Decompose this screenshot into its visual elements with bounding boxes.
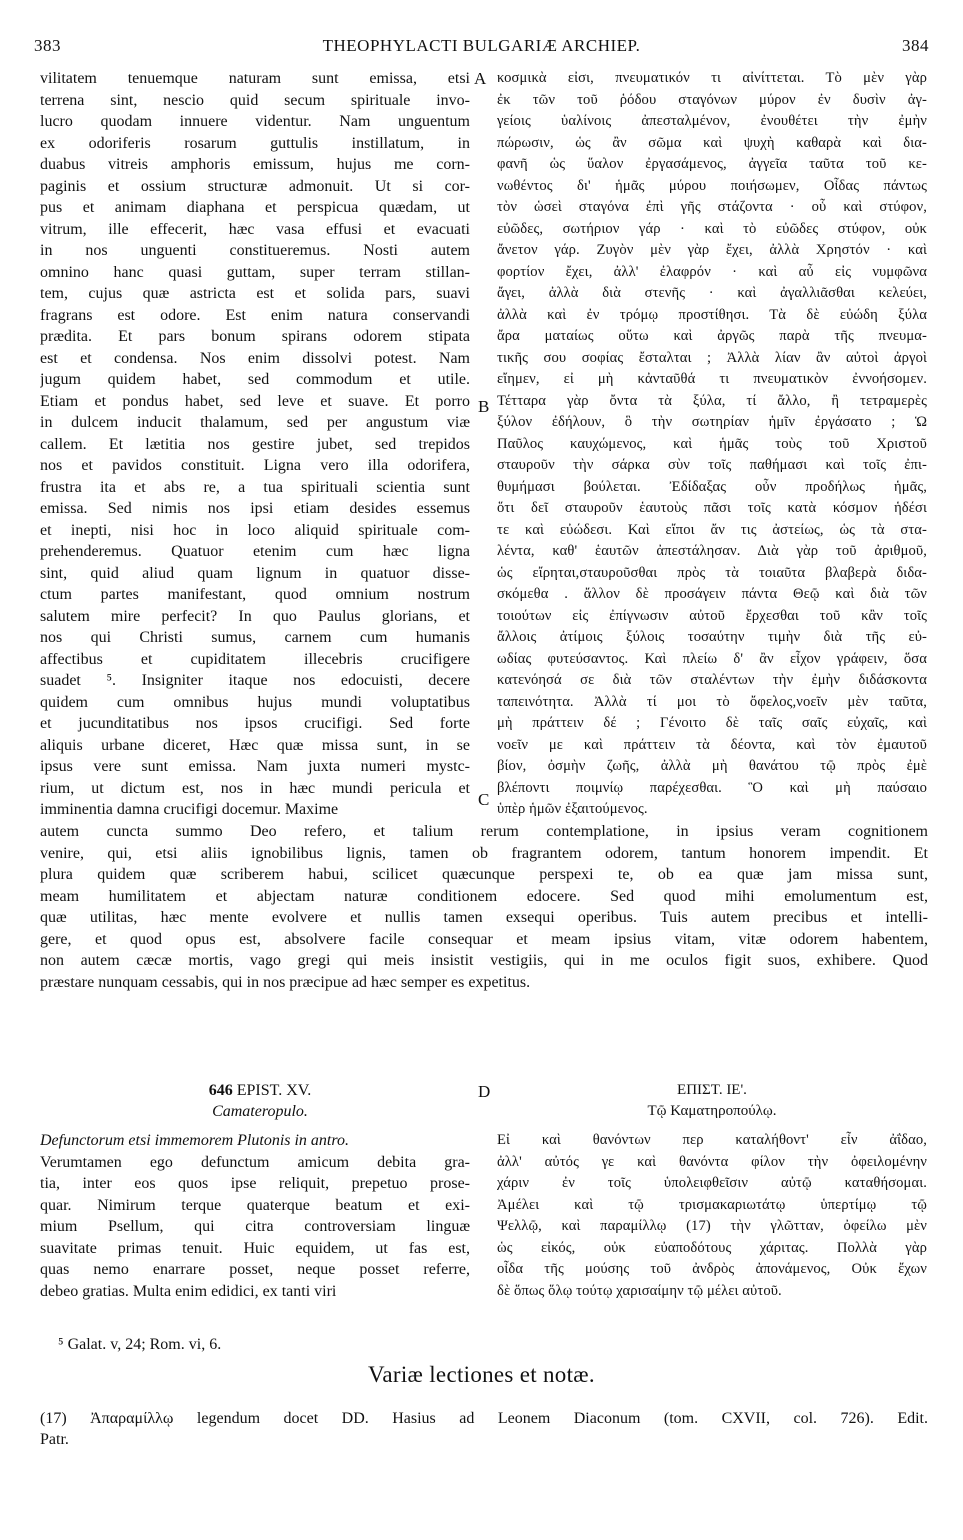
greek-text-line: ἄρα ματαίως οὕτω καὶ ἀργῶς παρὰ τῆς πνευμα- [497, 328, 927, 344]
greek-text-line: οἶδα τῆς μούσης τοῦ ἀνδρὸς ἀπονάμενος, Οὐκ ἔχων [497, 1261, 927, 1277]
latin-text-line: ex odoriferis rosarum guttulis instillatum, in [40, 134, 470, 152]
latin-text-line: duabus vitreis amphoris emissum, hujus me corn- [40, 156, 470, 173]
latin-text-line: meam humilitatem et abjectam naturæ conditionem edocere. Sed quod mihi emolumentum est, [40, 887, 928, 905]
latin-text-line: tem, cujus quæ astricta est et solida pars, suavi [40, 285, 470, 302]
epistle-heading-latin [160, 1080, 360, 1122]
latin-text-line: autem cuncta summo Deo refero, et talium rerum contemplatione, in ipsius veram cognitionem [40, 823, 928, 840]
greek-text-line: Ἀμέλει καὶ τῷ τρισμακαριωτάτῳ ὑπερτίμῳ τῷ [497, 1196, 927, 1213]
latin-text-line: salutem mire perfecit? In quo Paulus glorians, et [40, 607, 470, 625]
latin-text-line: sint, quid aliud quam lignum in quatuor disse- [40, 564, 470, 582]
greek-text-line: ἀλλ' αὐτός γε καὶ θανόντα φίλον τὴν ὀφειλομένην [497, 1153, 927, 1170]
latin-text-line: quæ utilitas, hæc mente evolvere et nullis tamen exsequi operibus. Tuis autem precibus et intelli- [40, 909, 928, 926]
latin-text-line: non autem cæcæ mortis, vago gregi qui meis insistit vestigiis, qui in me oculos figit suos, exhibere. Quod [40, 952, 928, 969]
latin-text-line: frustra ita et abs re, a tua spirituali scientia sunt [40, 478, 470, 496]
footnote: ⁵ Galat. v, 24; Rom. vi, 6. [58, 1336, 222, 1353]
latin-text-line: est et condensa. Nos enim dissolvi potest. Nam [40, 349, 470, 367]
greek-text-line: ἄγει, ἀλλὰ διὰ στενῆς · καὶ ἀγαλλιᾶσθαι κελεύει, [497, 285, 927, 301]
latin-text-line: plura quidem quæ scriberem habui, scilicet quæcunque perspexi te, ob ea quæ jam missa sunt, [40, 866, 928, 883]
epistle-title-greek: ΕΠΙΣΤ. ΙΕ'. [677, 1082, 747, 1098]
latin-text-line: fragrans est odore. Est enim natura conservandi [40, 306, 470, 324]
greek-text-line: χάριν ἐν τοῖς ὑπολειφθεῖσιν αὐτῷ καταθήσομαι. [497, 1175, 927, 1191]
latin-text-line: et inepti, nisi hoc in loco aliquid spirituale com- [40, 521, 470, 539]
greek-text-line: κατενόησά σε διὰ τῶν σταλέντων τὴν ἐμὴν διδάσκοντα [497, 672, 927, 688]
greek-text-line: Τέτταρα γὰρ ὄντα τὰ ξύλα, τί ἄλλο, ἢ τετραμερὲς [497, 392, 927, 409]
greek-text-line: Ψελλῷ, καὶ παραμίλλῳ (17) τὴν γλῶτταν, ὀφείλω μὲν [497, 1218, 927, 1234]
greek-text-line: νωθέντος δι' ἡμᾶς μύρου ποιήσωμεν, Οἶδας πάντως [497, 177, 927, 194]
latin-text-line: præstare nunquam cessabis, qui in nos præcipue ad hæc semper es expetitus. [40, 973, 531, 991]
greek-text-line: πώρωσιν, ὡς ἂν σῶμα καὶ ψυχὴ καθαρὰ καὶ δια- [497, 134, 927, 151]
greek-text-line: ξύλον ἐδήλουν, ὃ τὴν σωτηρίαν ἡμῖν ἐργάσατο ; Ὡ [497, 414, 927, 430]
greek-text-line: θυμήμασι βούλεται. Ἐδίδαξας οὖν προδήλως ἡμᾶς, [497, 478, 927, 495]
variae-lectiones-note [40, 1408, 928, 1450]
greek-text-line: νοεῖν με καὶ πράττειν τὰ δέοντα, καὶ τὸν ἐμαυτοῦ [497, 736, 927, 753]
latin-text-line: nos et pavidos constituit. Ligna vero illa odorifera, [40, 457, 470, 474]
latin-text-line: lucro quodam innuere videntur. Nam unguentum [40, 113, 470, 130]
greek-text-line: τοιούτων εἰς ἐπίγνωσιν αὐτοῦ ἔρχεσθαι τοῦ κἂν τοῖς [497, 607, 927, 624]
greek-text-line: φορτίον ἔχει, ἀλλ' ἐλαφρόν · καὶ αὖ εἰς νυμφῶνα [497, 263, 927, 280]
latin-text-line: debeo gratias. Multa enim edidici, ex tanti viri [40, 1282, 337, 1300]
latin-text-line: Etiam et pondus habet, sed leve et suave. Et porro [40, 392, 470, 410]
greek-text-line: τὸν ὡσεὶ σταγόνα ἐπὶ γῆς στάζοντα · οὗ καὶ στύφον, [497, 199, 927, 215]
greek-text-line: ὅτι δεῖ σταυροῦν ἑαυτοὺς πᾶσι τοῖς κατὰ κόσμον ἡδέσι [497, 500, 927, 516]
latin-text-line: vitrum, ille effecerit, hæc vasa effusi et evacuati [40, 220, 470, 238]
latin-text-line: quas nemo enarrare posset, neque posset referre, [40, 1261, 470, 1278]
greek-column-bottom [497, 1130, 927, 1302]
latin-text-line: emissa. Sed nimis nos ipsi etiam desides essemus [40, 500, 470, 517]
latin-text-line: suadet ⁵. Insigniter itaque nos edocuisti, decere [40, 672, 470, 689]
epistle-title-latin: EPIST. XV. [236, 1082, 312, 1099]
variae-lectiones-heading: Variæ lectiones et notæ. [368, 1362, 595, 1387]
latin-text-line: Defunctorum etsi immemorem Plutonis in antro. [40, 1132, 350, 1149]
greek-text-line: τικῆς σου σοφίας ἔσταλται ; Ἀλλὰ λίαν ἂν αὐτοὶ ἀργοὶ [497, 349, 927, 366]
page-number-left: 383 [34, 36, 61, 55]
latin-text-line: et jucunditatibus nos ipsos crucifigi. Sed forte [40, 715, 470, 732]
latin-text-line: quidem cum omnibus hujus mundi voluptatibus [40, 693, 470, 711]
running-title: THEOPHYLACTI BULGARIÆ ARCHIEP. [322, 36, 641, 55]
latin-text-line: terrena sint, nescio quid secum spirituale invo- [40, 91, 470, 109]
latin-text-line: ipsus vere sunt emissa. Nam juxta numeri mystc- [40, 758, 470, 775]
latin-text-line: pus et animam diaphana et perspicua quædam, ut [40, 199, 470, 216]
greek-text-line: σκόμεθα . ἄλλον δὲ προσάγειν πάντα Θεῷ καὶ διὰ τῶν [497, 586, 927, 602]
latin-text-line: in nos unguenti constitueremus. Nosti autem [40, 242, 470, 259]
epistle-recipient-greek: Τῷ Καματηροπούλῳ. [647, 1103, 777, 1119]
greek-text-line: βίον, ὀσμὴν ζωῆς, ἀλλὰ μὴ θανάτου τῷ πρὸς ἐμὲ [497, 758, 927, 774]
greek-text-line: μὴ πράττειν δέ ; Γένοιτο δὲ ταῖς σαῖς εὐχαῖς, καὶ [497, 715, 927, 731]
latin-text-line: venire, qui, etsi aliis ignobilibus lignis, tamen ob fragrantem odorem, tantum honorem impendit. Et [40, 844, 928, 862]
greek-text-line: ἄλλοις ἀτίμοις ξύλοις τοσαύτην τιμὴν διὰ τῆς εὐ- [497, 629, 927, 645]
page-number-right: 384 [902, 36, 929, 55]
greek-text-line: ωδίας φυτεύσαντος. Καὶ πλείω δ' ἂν εἶχον γράφειν, ὅσα [497, 650, 927, 667]
greek-text-line: ἄνετον γάρ. Ζυγὸν μὲν γὰρ ἔχει, ἀλλὰ Χρηστόν · καὶ [497, 242, 927, 258]
greek-text-line: φανῆ ὡς ὕαλον ἐργασάμενος, ἀγγεῖα ταῦτα τοῦ κε- [497, 156, 927, 172]
greek-text-line: ἐκ τῶν τοῦ ῥόδου σταγόνων μύρον ἐν δυσὶν ἀγ- [497, 91, 927, 108]
epistle-column-number: 646 [208, 1082, 233, 1099]
greek-text-line: δὲ ὅπως ὅλῳ τούτῳ χαρισαίμην τῷ μέλει αὐτοῦ. [497, 1282, 782, 1299]
latin-text-line: prehenderemus. Quatuor etenim cum hæc ligna [40, 543, 470, 560]
margin-marker-b: B [478, 397, 490, 416]
latin-text-line: imminentia damna crucifigi docemur. Maxime [40, 801, 339, 818]
latin-text-line: prædita. Et pars bonum spirans odorem stipata [40, 328, 470, 345]
margin-marker-d: D [478, 1082, 491, 1101]
latin-text-line: aliquis urbane diceret, Hæc quæ missa sunt, in se [40, 736, 470, 754]
greek-column-top [497, 68, 927, 821]
greek-text-line: Εἰ καὶ θανόντων περ καταλήθοντ' εἶν ἀΐδαο, [497, 1132, 927, 1148]
latin-text-line: tia, inter eos quos ipse reliquit, prepetuo prose- [40, 1175, 470, 1192]
margin-marker-a: A [474, 69, 487, 88]
latin-text-line: omnino hanc quasi guttam, super terram stillan- [40, 263, 470, 281]
latin-text-line: nos qui Christi sumus, carnem cum humanis [40, 629, 470, 646]
latin-text-line: quar. Nimirum terque quaterque beatum et exi- [40, 1196, 470, 1214]
greek-text-line: εἴημεν, εἰ μὴ κἀνταῦθά τι πνευματικὸν ἐννοήσομεν. [497, 371, 927, 387]
greek-text-line: εὐῶδες, σωτήριον γάρ · καὶ τὸ εὐῶδες στύφον, οὐκ [497, 220, 927, 237]
latin-text-line: gere, et quod opus est, absolvere facile consequar et meam ipsius vitam, vitæ odorem habentem, [40, 930, 928, 948]
latin-text-line: jugum quidem habet, sed commodum et utile. [40, 371, 470, 388]
latin-text-line: mium Psellum, qui citra controversiam linguæ [40, 1218, 470, 1235]
greek-text-line: γείοις ὑαλίνοις ἀπεσταλμένον, ἐνουθέτει τὴν ἐμὴν [497, 113, 927, 129]
greek-text-line: κοσμικὰ εἰσι, πνευματικόν τι αἰνίττεται. Τὸ μὲν γὰρ [497, 70, 927, 86]
latin-text-line: ctum partes manifestant, quod omnium nostrum [40, 586, 470, 603]
note-text-line: Patr. [40, 1431, 69, 1448]
greek-text-line: Παῦλος καυχώμενος, καὶ ἡμᾶς τοὺς τοῦ Χριστοῦ [497, 435, 927, 452]
latin-text-line: callem. Et lætitia nos gestire jubet, sed trepidos [40, 435, 470, 453]
running-header [34, 36, 929, 58]
latin-text-line: affectibus et cupiditatem illecebris crucifigere [40, 650, 470, 668]
greek-text-line: τε καὶ εὐώδεσι. Καὶ εἴποι ἄν τις ἀστείως, ὡς τὰ στα- [497, 521, 927, 538]
latin-text-line: rium, ut dictum est, nos in hæc mundi pericula et [40, 779, 470, 797]
latin-full-width-paragraph [40, 821, 928, 993]
note-text-line: (17) Ἀπαραμίλλῳ legendum docet DD. Hasius ad Leonem Diaconum (tom. CXVII, col. 726). Edit. [40, 1410, 928, 1427]
greek-text-line: ὑπὲρ ἡμῶν ἐξαιτούμενος. [497, 801, 648, 817]
greek-text-line: ὡς εἰκός, οὐκ εὐαποδότους χάριτας. Πολλὰ γὰρ [497, 1239, 927, 1256]
latin-text-line: in dulcem inducit thalamum, sed per angustum viæ [40, 414, 470, 431]
greek-text-line: σταυροῦν τὴν σάρκα σὺν τοῖς παθήμασι καὶ τοῖς ἐπι- [497, 457, 927, 473]
epistle-recipient-latin: Camateropulo. [212, 1103, 308, 1120]
latin-text-line: suavitate primas tenuit. Huic equidem, ut fas est, [40, 1239, 470, 1257]
greek-text-line: ταπεινότητα. Ἀλλὰ τί μοι τὸ ὄφελος,νοεῖν μὲν ταῦτα, [497, 693, 927, 710]
margin-marker-c: C [478, 790, 490, 809]
latin-text-line: vilitatem tenuemque naturam sunt emissa, etsi [40, 70, 470, 87]
latin-text-line: Verumtamen ego defunctum amicum debita gra- [40, 1153, 470, 1171]
greek-text-line: λέντα, καθ' ἑαυτῶν ἀπεστάλησαν. Διὰ γὰρ τοῦ ἀριθμοῦ, [497, 543, 927, 559]
latin-column-bottom [40, 1130, 470, 1302]
latin-column-top [40, 68, 470, 821]
latin-text-line: paginis et ossium structuræ admonuit. Ut si cor- [40, 177, 470, 195]
greek-text-line: ὡς εἴρηται,σταυροῦσθαι πρὸς τὰ τοιαῦτα βλαβερὰ διδα- [497, 564, 927, 581]
greek-text-line: βλέποντι ποιμνίῳ παρέχεσθαι. Ὃ καὶ μὴ παύσαιο [497, 779, 927, 796]
greek-text-line: ἀλλὰ καὶ ἐν τρόμῳ προστίθησι. Τὰ δὲ εὐώδη ξύλα [497, 306, 927, 323]
epistle-heading-greek [612, 1080, 812, 1122]
